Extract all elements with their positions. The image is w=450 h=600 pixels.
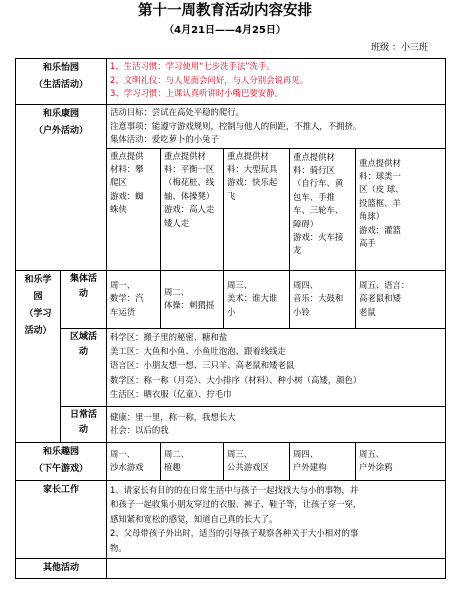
area-item: 语言区：小朋友想一想、三只羊、高老鼠和矮老鼠	[110, 360, 295, 371]
outdoor-day-cell: 重点提供材 料：球类一 区（皮 球、 投篮框、羊 角球） 游戏：灌篮 高手	[356, 148, 446, 270]
group-day-cell: 周四、 音乐：大鼓和 小铃	[290, 270, 356, 328]
other-label: 其他活动	[16, 558, 107, 578]
game-day-cell: 周五、 户外涂鸦	[356, 442, 446, 480]
group-day-cell: 周二、 体操：刺猬摇	[161, 270, 224, 328]
parents-content: 1、请家长有目的的在日常生活中与孩子一起找找大与小的事物，并 和孩子一起收集小朋友穿过的衣服、裤子、鞋子等，让孩子穿一穿， 感知紧和宽松的感觉，知道自己真的长大了。 2、父母带孩子外出时，适当的引导孩子观察各种关于大小相对的事 物。	[107, 480, 446, 558]
class-label: 班级 ：小三班	[371, 43, 428, 53]
game-day-cell: 周四、 户外建构	[290, 442, 356, 480]
life-content	[107, 59, 446, 105]
area-activity-content	[107, 328, 446, 406]
page-title: 第十一周教育活动内容安排	[138, 3, 312, 19]
schedule-table	[15, 58, 446, 579]
learning-label: 和乐学 园 （学习 活动）	[16, 270, 61, 442]
life-label: 和乐怡园 （生活活动）	[16, 59, 107, 105]
life-item: 1、生活习惯：学习使用“七步洗手法”洗手。	[110, 61, 275, 71]
outdoor-day-cell: 重点提供材 料：平衡一区 （梅花桩、线 轴、体操凳） 游戏：高人走 矮人走	[161, 148, 224, 270]
life-item: 2、文明礼仪：与人见面会问好，与人分别会说再见。	[110, 74, 308, 85]
daily-activity-label: 日常活 动	[61, 406, 107, 442]
outdoor-info: 活动目标：尝试在高处平稳的爬行。 注意事项：能遵守游戏规则，控制与他人的间距，不推人，不拥挤。 集体活动：爱吃萝卜的小兔子	[107, 105, 446, 149]
games-label: 和乐趣园 （下午游戏）	[16, 442, 107, 480]
outdoor-day-cell: 重点提供材 料：大型玩具 游戏：快乐起 飞	[224, 148, 290, 270]
group-activity-label: 集体活 动	[61, 270, 107, 328]
area-item: 生活区：晒衣服（亿童）、拧毛巾	[110, 389, 232, 400]
group-day-cell: 周一、 数学：汽 车运货	[107, 270, 161, 328]
daily-item: 健康：里一里，称一称，我想长大	[110, 411, 236, 422]
life-item: 3、学习习惯：上课认真听讲时小嘴巴要安静。	[110, 88, 283, 98]
area-item: 数学区：称一称（月亮）、大小排序（材料）、种小树（高矮，颜色）	[110, 374, 362, 385]
group-day-cell: 周三、 美术：谁大谁 小	[224, 270, 290, 328]
group-day-cell: 周五、语言： 高老鼠和矮 老鼠	[356, 270, 446, 328]
game-day-cell: 周二、 植趣	[161, 442, 224, 480]
outdoor-label: 和乐康园 （户外活动）	[16, 105, 107, 271]
outdoor-day-cell: 重点提供 材料：攀 爬区 游戏：蜘 蛛侠	[107, 148, 161, 270]
area-activity-label: 区域活 动	[61, 328, 107, 406]
daily-item: 社会：以后的我	[110, 425, 169, 435]
game-day-cell: 周一、 沙水游戏	[107, 442, 161, 480]
area-item: 科学区：搬子里的秘密、糖和盐	[110, 331, 228, 342]
game-day-cell: 周三、 公共游戏区	[224, 442, 290, 480]
outdoor-day-cell: 重点提供材 料：骑行区 （自行车、黄 包车、手推 车、三轮车、 障碍） 游戏：火车接 龙	[290, 148, 356, 270]
area-item: 美工区：大鱼和小鱼、小鱼吐泡泡、跟着线线走	[110, 345, 286, 356]
other-content	[107, 558, 446, 578]
date-range: （4月21日——4月25日）	[164, 25, 286, 36]
parents-label: 家长工作	[16, 480, 107, 558]
daily-activity-content	[107, 406, 446, 442]
